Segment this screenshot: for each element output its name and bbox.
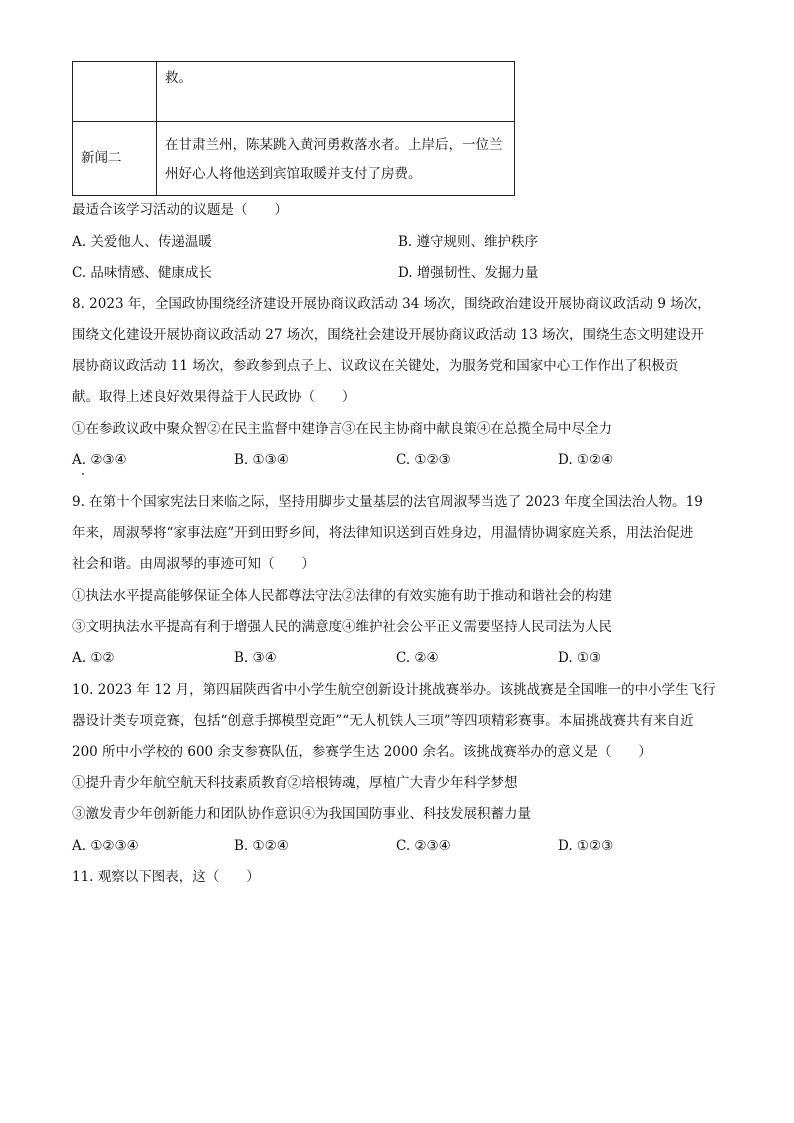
- q9-statements-1: ①执法水平提高能够保证全体人民都尊法守法②法律的有效实施有助于推动和谐社会的构建: [72, 588, 612, 604]
- q8-statements: ①在参政议政中聚众智②在民主监督中建诤言③在民主协商中献良策④在总揽全局中尽全力: [72, 421, 612, 437]
- q9-option-a[interactable]: A. ①②: [72, 650, 115, 666]
- q7-options-row-2: [72, 263, 712, 283]
- news-row-1-content: 救。: [157, 62, 515, 122]
- stray-dot: [82, 473, 84, 475]
- q8-options: [72, 450, 712, 470]
- q8-line-4: 献。取得上述良好效果得益于人民政协（ ）: [72, 389, 356, 405]
- news-row-1-label: [73, 62, 157, 122]
- q8-line-2: 围绕文化建设开展协商议政活动 27 场次，围绕社会建设开展协商议政活动 13 场次，围绕生态文明建设开: [72, 327, 705, 343]
- news-table: [72, 61, 515, 196]
- q8-line-1: 8. 2023 年，全国政协围绕经济建设开展协商议政活动 34 场次，围绕政治建设开展协商议政活动 9 场次，: [72, 296, 711, 312]
- q10-statements-1: ①提升青少年航空航天科技素质教育②培根铸魂，厚植广大青少年科学梦想: [72, 775, 518, 791]
- q10-options: [72, 836, 712, 856]
- q11-stem: 11. 观察以下图表，这（ ）: [72, 869, 260, 885]
- news-row-2-line-1: 在甘肃兰州，陈某跳入黄河勇救落水者。上岸后，一位兰: [165, 136, 503, 153]
- q9-option-b[interactable]: B. ③④: [234, 650, 277, 666]
- q9-line-3: 社会和谐。由周淑琴的事迹可知（ ）: [72, 556, 315, 572]
- q9-option-d[interactable]: D. ①③: [558, 650, 602, 666]
- q10-option-b[interactable]: B. ①②④: [234, 838, 289, 854]
- q7-option-a[interactable]: A. 关爱他人、传递温暖: [72, 234, 212, 250]
- q8-option-a[interactable]: A. ②③④: [72, 452, 127, 468]
- q7-option-b[interactable]: B. 遵守规则、维护秩序: [398, 234, 539, 250]
- news-row-2: [73, 122, 515, 196]
- q9-statements-2: ③文明执法水平提高有利于增强人民的满意度④维护社会公平正义需要坚持人民司法为人民: [72, 619, 612, 635]
- q8-option-c[interactable]: C. ①②③: [396, 452, 451, 468]
- q9-line-1: 9. 在第十个国家宪法日来临之际，坚持用脚步丈量基层的法官周淑琴当选了 2023 年度全国法治人物。19: [72, 494, 703, 510]
- q10-option-d[interactable]: D. ①②③: [558, 838, 614, 854]
- q8-option-b[interactable]: B. ①③④: [234, 452, 289, 468]
- q8-line-3: 展协商议政活动 11 场次，参政参到点子上、议政议在关键处，为服务党和国家中心工作作出了积极贡: [72, 358, 679, 374]
- q9-options: [72, 648, 712, 668]
- q9-line-2: 年来，周淑琴将“家事法庭”开到田野乡间，将法律知识送到百姓身边，用温情协调家庭关系，用法治促进: [72, 525, 694, 541]
- q10-line-3: 200 所中小学校的 600 余支参赛队伍，参赛学生达 2000 余名。该挑战赛举办的意义是（ ）: [72, 744, 652, 760]
- q7-stem: 最适合该学习活动的议题是（ ）: [72, 202, 288, 218]
- q8-option-d[interactable]: D. ①②④: [558, 452, 614, 468]
- news-row-2-label: 新闻二: [73, 122, 157, 196]
- q10-statements-2: ③激发青少年创新能力和团队协作意识④为我国国防事业、科技发展积蓄力量: [72, 806, 531, 822]
- q10-option-a[interactable]: A. ①②③④: [72, 838, 139, 854]
- q10-line-1: 10. 2023 年 12 月，第四届陕西省中小学生航空创新设计挑战赛举办。该挑战赛是全国唯一的中小学生飞行: [72, 682, 716, 698]
- news-row-2-content: [157, 122, 515, 196]
- q7-option-c[interactable]: C. 品味情感、健康成长: [72, 265, 212, 281]
- q10-line-2: 器设计类专项竞赛，包括“创意手掷模型竞距”“无人机铁人三项”等四项精彩赛事。本届挑战赛共有来自近: [72, 713, 694, 729]
- news-row-2-line-2: 州好心人将他送到宾馆取暖并支付了房费。: [165, 165, 422, 182]
- q7-option-d[interactable]: D. 增强韧性、发掘力量: [398, 265, 539, 281]
- q9-option-c[interactable]: C. ②④: [396, 650, 439, 666]
- q7-options: [72, 232, 712, 252]
- news-row-1: [73, 62, 515, 122]
- q10-option-c[interactable]: C. ②③④: [396, 838, 451, 854]
